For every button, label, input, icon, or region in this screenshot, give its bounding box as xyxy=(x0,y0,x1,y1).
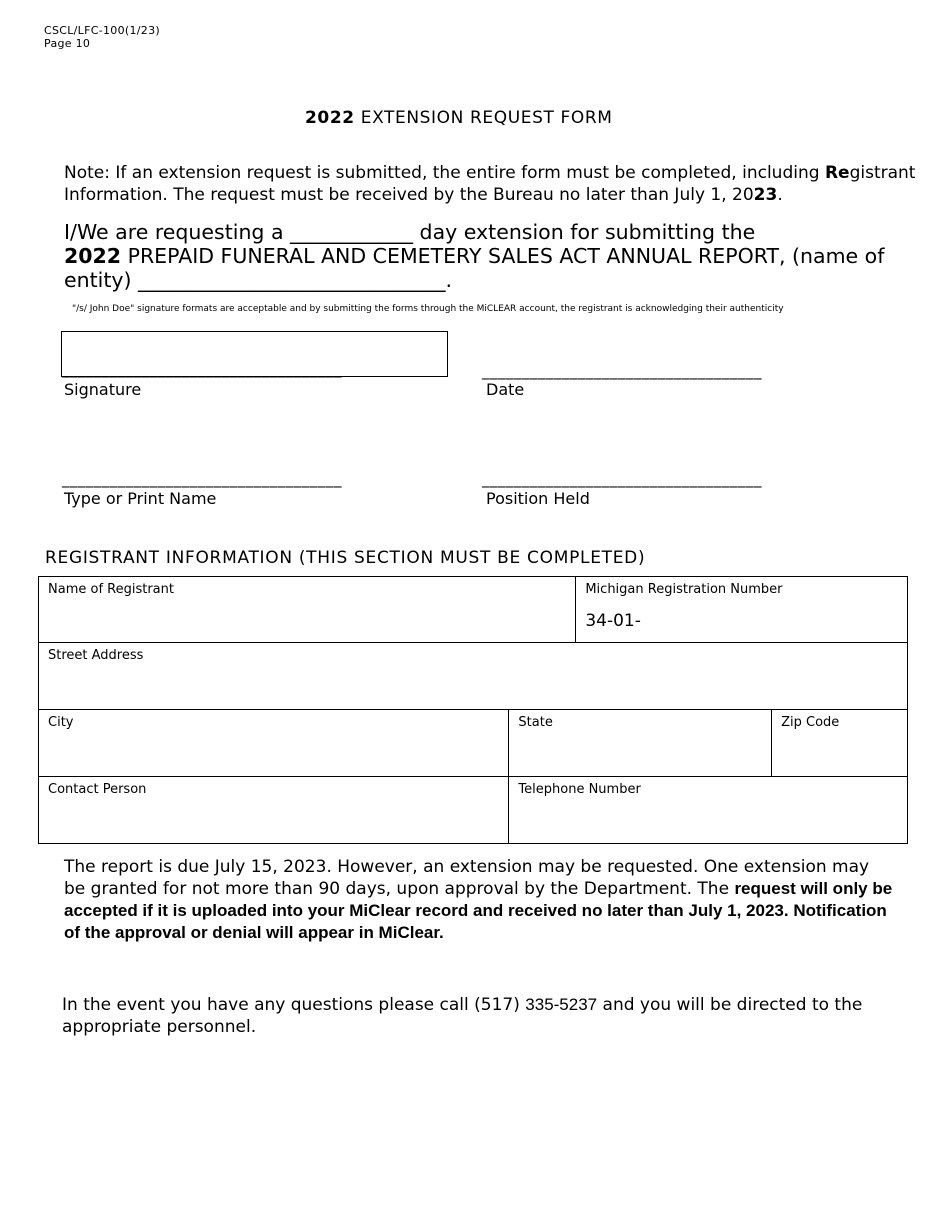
registrant-name-field[interactable] xyxy=(39,577,576,643)
note-bold-re: Re xyxy=(824,163,850,183)
position-line[interactable]: ___________________________________ xyxy=(482,470,762,488)
note-text-2: gistrant Information. The request must be received by the Bureau no later than July 1, 20 xyxy=(64,163,916,205)
zip-code-label: Zip Code xyxy=(781,715,840,730)
due-text: The report is due July 15, 2023. However, an extension may be requested. One extension may be granted for not more than 90 days, upon approval by the Department. The xyxy=(64,857,870,899)
contact-paragraph xyxy=(62,994,892,1038)
registration-number-label: Michigan Registration Number xyxy=(585,582,783,597)
title-year: 2022 xyxy=(305,108,355,128)
note-text-3: . xyxy=(777,185,783,205)
state-field[interactable] xyxy=(509,710,772,777)
city-field[interactable] xyxy=(39,710,509,777)
note-bold-23: 23 xyxy=(753,185,778,205)
contact-phone: 335-5237 xyxy=(525,995,598,1014)
form-code: CSCL/LFC-100(1/23) xyxy=(44,24,160,37)
note-paragraph xyxy=(64,162,924,206)
title-text: EXTENSION REQUEST FORM xyxy=(354,108,613,128)
page-number: Page 10 xyxy=(44,37,91,50)
signature-note: "/s/ John Doe" signature formats are acceptable and by submitting the forms through the MiCLEAR account, the registrant is acknowledging their authenticity xyxy=(72,304,784,314)
request-text-2: PREPAID FUNERAL AND CEMETERY SALES ACT ANNUAL REPORT, (name of entity) ______________________________. xyxy=(64,244,885,292)
date-line[interactable]: ___________________________________ xyxy=(482,362,762,380)
position-label: Position Held xyxy=(486,489,590,508)
registrant-table xyxy=(38,576,908,844)
date-label: Date xyxy=(486,380,525,399)
state-label: State xyxy=(518,715,553,730)
telephone-label: Telephone Number xyxy=(518,782,641,797)
note-text-1: Note: If an extension request is submitted, the entire form must be completed, including xyxy=(64,163,825,183)
registration-number-field[interactable] xyxy=(576,577,908,643)
signature-label: Signature xyxy=(64,380,142,399)
contact-text-1: In the event you have any questions please call (517) xyxy=(62,995,526,1015)
print-name-label: Type or Print Name xyxy=(64,489,217,508)
city-label: City xyxy=(48,715,74,730)
registration-number-value: 34-01- xyxy=(585,611,641,631)
street-address-field[interactable] xyxy=(39,643,908,710)
street-address-label: Street Address xyxy=(48,648,144,663)
request-statement xyxy=(64,220,934,292)
contact-person-label: Contact Person xyxy=(48,782,147,797)
signature-line: ___________________________________ xyxy=(62,360,342,378)
contact-person-field[interactable] xyxy=(39,777,509,844)
request-text-1: I/We are requesting a ____________ day extension for submitting the xyxy=(64,220,756,244)
due-bold-text: request will only be accepted if it is uploaded into your MiClear record and received no later than July 1, 2023. Notification of the approval or denial will appear in MiClear. xyxy=(64,879,893,942)
registrant-name-label: Name of Registrant xyxy=(48,582,174,597)
print-name-line[interactable]: ___________________________________ xyxy=(62,470,342,488)
zip-code-field[interactable] xyxy=(772,710,908,777)
registrant-heading: REGISTRANT INFORMATION (THIS SECTION MUST BE COMPLETED) xyxy=(45,548,646,568)
request-year: 2022 xyxy=(64,244,122,268)
due-date-paragraph xyxy=(64,856,894,944)
contact-text-2: and you will be directed to the appropriate personnel. xyxy=(62,995,863,1037)
telephone-field[interactable] xyxy=(509,777,908,844)
form-title xyxy=(305,108,613,128)
